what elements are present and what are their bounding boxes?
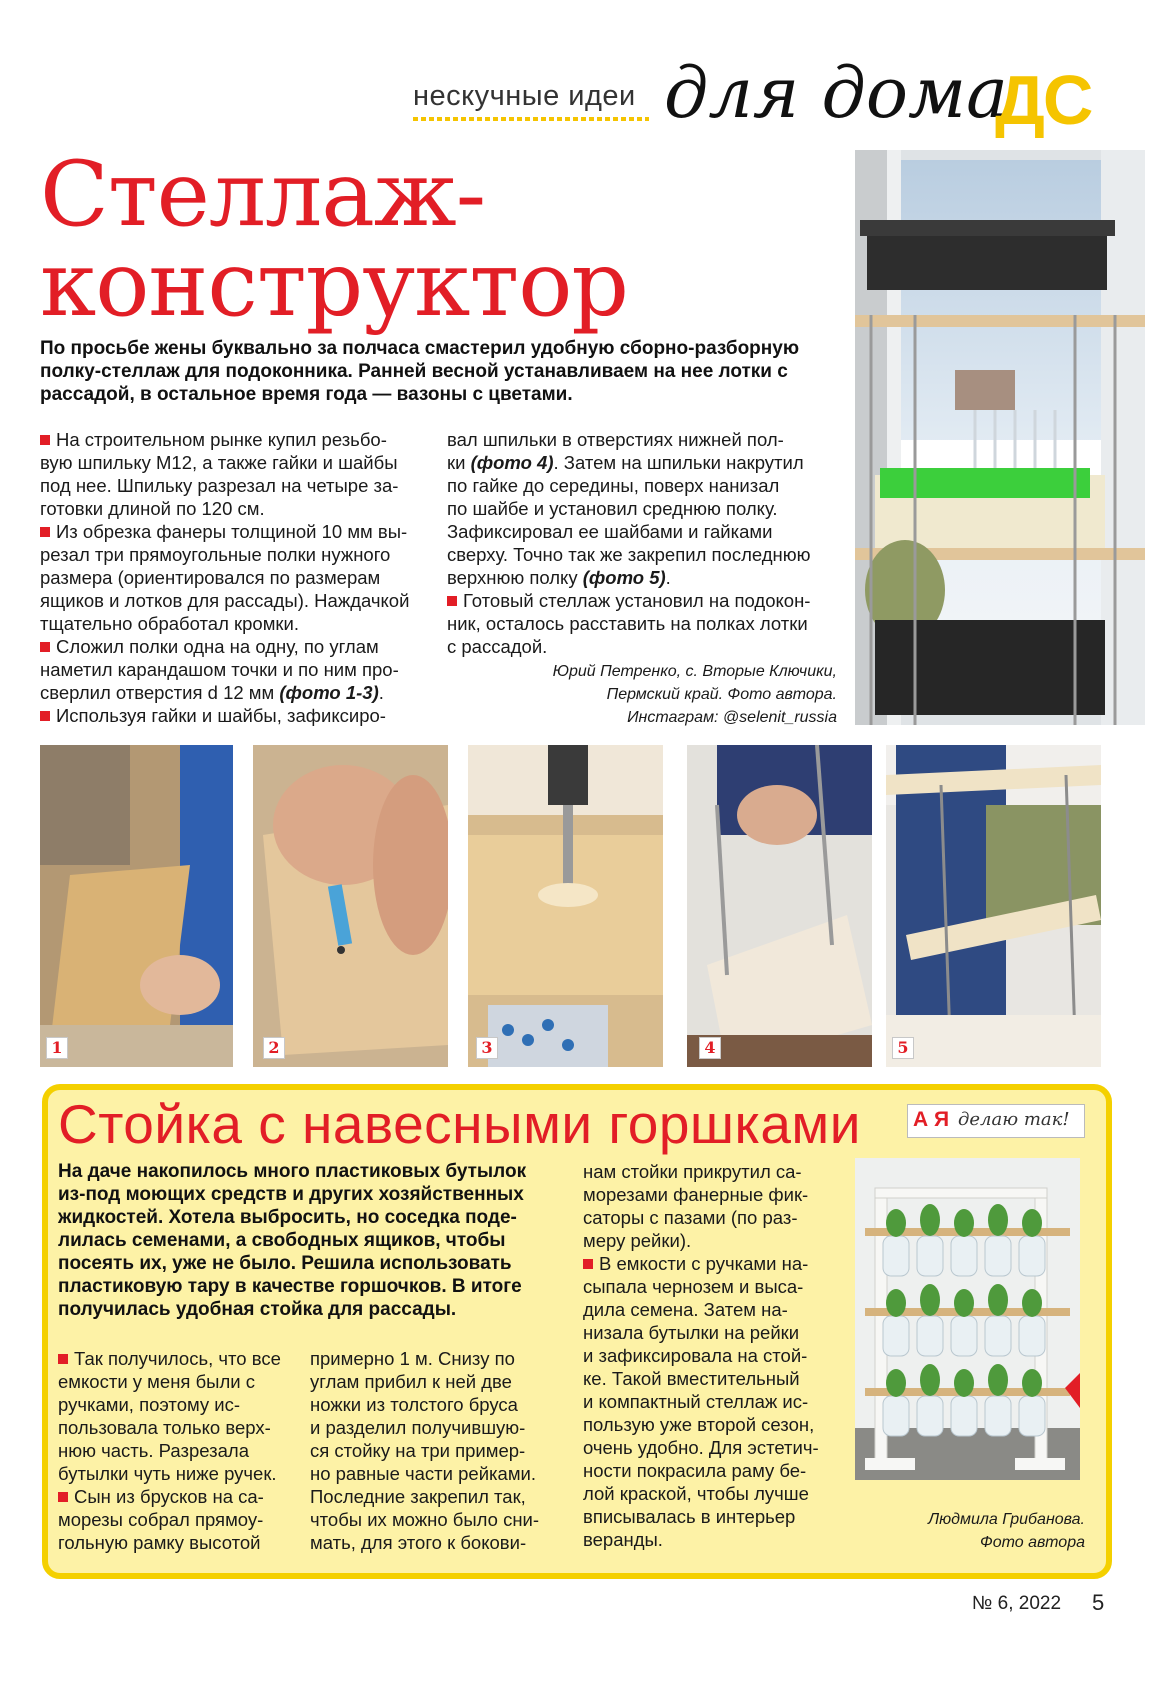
photo-number: 2 [263, 1037, 285, 1059]
photo-number: 4 [699, 1037, 721, 1059]
photo-number: 1 [46, 1037, 68, 1059]
bullet-marker [40, 435, 50, 445]
bullet-marker [40, 642, 50, 652]
bullet-marker [583, 1259, 593, 1269]
reader-badge-label: делаю так! [958, 1109, 1070, 1130]
issue-number: № 6, 2022 [972, 1593, 1062, 1614]
page-number: 5 [1092, 1590, 1105, 1615]
sidebar-signature: Людмила Грибанова. Фото автора [928, 1511, 1085, 1551]
section-underline [413, 117, 649, 121]
article-title [40, 142, 860, 337]
photo-number: 3 [476, 1037, 498, 1059]
step-photo-3 [468, 745, 663, 1067]
step-photo-2 [253, 745, 448, 1067]
sidebar-column-3: нам стойки прикрутил са- морезами фанерные фик- саторы с пазами (по раз- меру рейки). В емкости с ручками на- сыпала чернозем и выса- дила семена. Затем на- низала бутылки на рейки и зафиксировала на стой- ке. Такой вместительный и компактный стеллаж ис- пользую уже второй сезон, очень удобно. Для эстетич- ности покрасила раму бе- лой краской, чтобы лучше вписывалась в интерьер веранды. [583, 1161, 819, 1550]
step-photo-1 [40, 745, 233, 1067]
photo-ref: (фото 5) [582, 567, 666, 588]
sidebar-column-2: примерно 1 м. Снизу по углам прибил к ней две ножки из толстого бруса и разделил получившую- ся стойку на три пример- но равные части рейками. Последние закрепил так, чтобы их можно было сни- мать, для этого к бокови- [310, 1348, 540, 1553]
magazine-logo: ДС [995, 61, 1092, 139]
title-line-2: конструктор [40, 232, 629, 337]
article-lead: По просьбе жены буквально за полчаса смастерил удобную сборно-разборную полку-стеллаж для подоконника. Ранней весной устанавливаем на нее лотки с рассадой, в остальное время года — вазоны с цветами. [40, 338, 800, 405]
article-column-1: На строительном рынке купил резьбо- вую шпильку М12, а также гайки и шайбы под нее. Шпильку разрезал на четыре за- готовки длиной по 120 см. Из обрезка фанеры толщиной 10 мм вы- резал три прямоугольные полки нужного размера (ориентировался по размерам ящиков и лотков для рассады). Наждачкой тщательно обработал кромки. Сложил полки одна на одну, по углам наметил карандашом точки и по ним про- сверлил отверстия d 12 мм (фото 1-3). Используя гайки и шайбы, зафиксиро- [40, 429, 410, 726]
sidebar-photo-bottle-stand [855, 1158, 1080, 1480]
sidebar-column-1: Так получилось, что все емкости у меня были с ручками, поэтому ис- пользовала только верх- нюю часть. Разрезала бутылки чуть ниже ручек. Сын из брусков на са- морезы собрал прямоу- гольную рамку высотой [58, 1348, 281, 1553]
reader-badge-strong: А Я [913, 1108, 950, 1131]
photo-number: 5 [892, 1037, 914, 1059]
photo-ref: (фото 1-3) [279, 682, 379, 703]
section-label: нескучные идеи [413, 80, 636, 112]
step-photo-4 [687, 745, 872, 1067]
article-column-2: вал шпильки в отверстиях нижней пол- ки (фото 4). Затем на шпильки накрутил по гайке до середины, поверх нанизал по шайбе и установил среднюю полку. Зафиксировал ее шайбами и гайками сверху. Точно так же закрепил последнюю верхнюю полку (фото 5). Готовый стеллаж установил на подокон- ник, осталось расставить на полках лотки с рассадой. Юрий Петренко, с. Вторые Ключики, Пермский край. Фото автора. Инстаграм: @selenit_russia [447, 428, 837, 729]
section-title: для дома [664, 52, 1008, 134]
sidebar-title: Стойка с навесными горшками [58, 1093, 861, 1155]
bullet-marker [58, 1354, 68, 1364]
bullet-marker [58, 1492, 68, 1502]
bullet-marker [447, 596, 457, 606]
bullet-marker [40, 527, 50, 537]
article-signature: Юрий Петренко, с. Вторые Ключики, Пермский край. Фото автора. Инстаграм: @selenit_russia [552, 663, 837, 726]
hero-photo-shelf [855, 150, 1145, 725]
step-photo-5 [886, 745, 1101, 1067]
sidebar-lead: На даче накопилось много пластиковых бутылок из-под моющих средств и других хозяйственных жидкостей. Хотела выбросить, но соседка поде- лилась семенами, а свободных ящиков, чтобы посеять их, уже не было. Решила использовать пластиковую тару в качестве горшочков. В итоге получилась удобная стойка для рассады. [58, 1161, 527, 1320]
bullet-marker [40, 711, 50, 721]
photo-ref: (фото 4) [470, 452, 554, 473]
title-line-1: Стеллаж- [40, 142, 486, 247]
